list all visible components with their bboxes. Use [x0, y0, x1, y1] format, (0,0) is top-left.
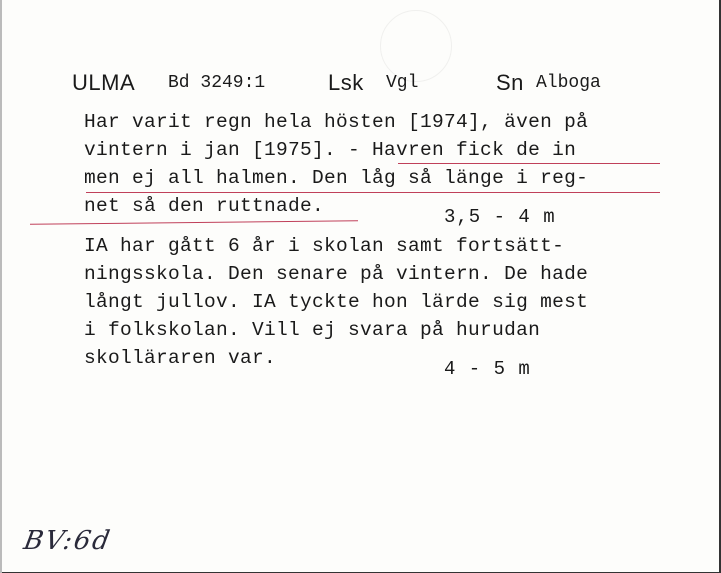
handwritten-note: BV:6d: [21, 526, 114, 556]
measurement-1: 3,5 - 4 m: [444, 206, 556, 228]
text-line: ningsskola. Den senare på vintern. De hade: [84, 263, 589, 285]
record-number: Bd 3249:1: [168, 73, 266, 93]
text-line: i folkskolan. Vill ej svara på hurudan: [84, 319, 541, 341]
text-line: IA har gått 6 år i skolan samt fortsätt-: [84, 235, 565, 257]
socken-label: Sn: [496, 70, 524, 95]
measurement-2: 4 - 5 m: [444, 358, 531, 380]
archive-stamp: ULMA: [72, 70, 136, 95]
underline-mark: [86, 192, 660, 193]
underline-mark: [398, 163, 660, 164]
paragraph-weather: [84, 108, 588, 220]
card-edge: [0, 0, 2, 573]
paragraph-school: [84, 232, 588, 372]
text-line: långt jullov. IA tyckte hon lärde sig mest: [84, 291, 589, 313]
landskap-label: Lsk: [328, 70, 364, 95]
card-header: [72, 70, 679, 100]
text-line: men ej all halmen. Den låg så länge i reg-: [84, 167, 589, 189]
socken-value: Alboga: [536, 73, 601, 93]
text-line: vintern i jan [1975]. - Havren fick de in: [84, 139, 577, 161]
text-line: net så den ruttnade.: [84, 195, 325, 217]
underline-mark: [30, 220, 358, 224]
text-line: Har varit regn hela hösten [1974], även på: [84, 111, 589, 133]
landskap-value: Vgl: [386, 73, 419, 93]
text-line: skolläraren var.: [84, 347, 277, 369]
